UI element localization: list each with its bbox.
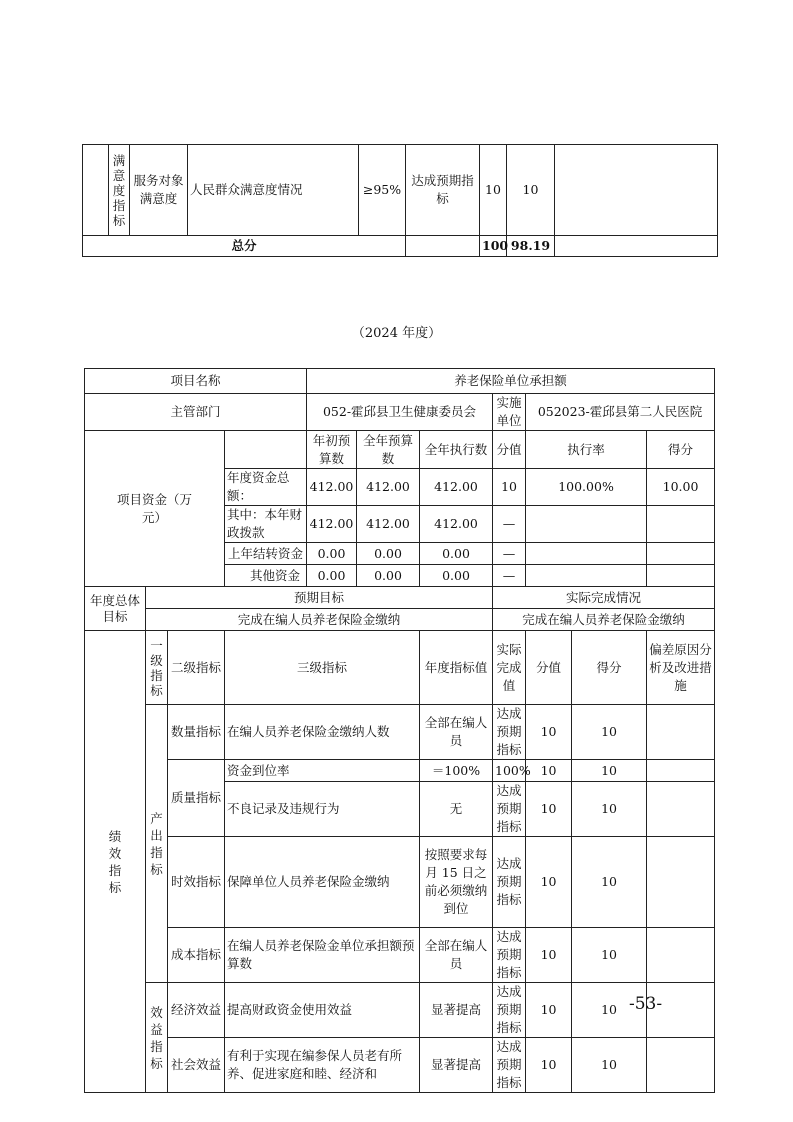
overall-goal-label — [85, 587, 146, 631]
impl: 052023-霍邱县第二人民医院 — [526, 394, 715, 431]
actual-goal: 完成在编人员养老保险金缴纳 — [493, 609, 715, 631]
actual-value: 达成预期指标 — [406, 145, 480, 236]
funds-row-exec: 412.00 — [420, 506, 493, 543]
project-name-label: 项目名称 — [85, 369, 307, 394]
perf-actual: 达成预期指标 — [493, 1038, 526, 1093]
project-name: 养老保险单位承担额 — [307, 369, 715, 394]
perf-header-weight: 分值 — [526, 631, 572, 705]
funds-header-rate: 执行率 — [526, 431, 647, 469]
perf-note — [647, 837, 715, 928]
total-label: 总分 — [83, 236, 406, 257]
funds-row-score — [647, 565, 715, 587]
funds-row-weight: 10 — [493, 469, 526, 506]
actual-goal-label: 实际完成情况 — [493, 587, 715, 609]
expected-goal-label: 预期目标 — [146, 587, 493, 609]
perf-score: 10 — [572, 760, 647, 782]
total-blank — [406, 236, 480, 257]
sub-indicator: 服务对象满意度 — [130, 145, 188, 236]
perf-header-score: 得分 — [572, 631, 647, 705]
funds-header-exec: 全年执行数 — [420, 431, 493, 469]
funds-row-weight: — — [493, 565, 526, 587]
perf-score: 10 — [572, 928, 647, 983]
funds-row-full: 0.00 — [357, 565, 420, 587]
target-value: ≥95% — [359, 145, 406, 236]
total-note — [555, 236, 718, 257]
perf-actual: 达成预期指标 — [493, 928, 526, 983]
funds-row-label: 上年结转资金 — [225, 543, 307, 565]
perf-weight: 10 — [526, 983, 572, 1038]
satisfaction-label: 满意度指标 — [109, 145, 130, 236]
total-score: 98.19 — [507, 236, 555, 257]
funds-row-init: 412.00 — [307, 506, 357, 543]
perf-weight: 10 — [526, 1038, 572, 1093]
funds-row-exec: 412.00 — [420, 469, 493, 506]
perf-actual: 达成预期指标 — [493, 705, 526, 760]
score: 10 — [507, 145, 555, 236]
perf-score: 10 — [572, 837, 647, 928]
perf-weight: 10 — [526, 928, 572, 983]
impl-label: 实施单位 — [493, 394, 526, 431]
perf-l3: 有利于实现在编参保人员老有所养、促进家庭和睦、经济和 — [225, 1038, 420, 1093]
benefit-label: 效益指标 — [146, 983, 168, 1093]
funds-row-rate — [526, 543, 647, 565]
perf-target: ＝100% — [420, 760, 493, 782]
perf-l2: 时效指标 — [168, 837, 225, 928]
perf-score: 10 — [572, 1038, 647, 1093]
funds-row-full: 0.00 — [357, 543, 420, 565]
perf-l3: 在编人员养老保险金单位承担额预算数 — [225, 928, 420, 983]
funds-row-full: 412.00 — [357, 506, 420, 543]
output-label: 产出指标 — [146, 705, 168, 983]
funds-header-weight: 分值 — [493, 431, 526, 469]
perf-weight: 10 — [526, 837, 572, 928]
perf-header-l3: 三级指标 — [225, 631, 420, 705]
indicator: 人民群众满意度情况 — [188, 145, 359, 236]
dept: 052-霍邱县卫生健康委员会 — [307, 394, 493, 431]
perf-target: 显著提高 — [420, 1038, 493, 1093]
page-number: -53- — [629, 994, 663, 1014]
perf-target: 无 — [420, 782, 493, 837]
funds-row-score: 10.00 — [647, 469, 715, 506]
perf-header-actual: 实际完成值 — [493, 631, 526, 705]
perf-l3: 提高财政资金使用效益 — [225, 983, 420, 1038]
funds-row-init: 0.00 — [307, 543, 357, 565]
perf-weight: 10 — [526, 705, 572, 760]
funds-row-weight: — — [493, 543, 526, 565]
perf-l3: 保障单位人员养老保险金缴纳 — [225, 837, 420, 928]
performance-table — [84, 368, 715, 1093]
perf-l3: 资金到位率 — [225, 760, 420, 782]
perf-target: 全部在编人员 — [420, 705, 493, 760]
perf-target: 全部在编人员 — [420, 928, 493, 983]
perf-note — [647, 782, 715, 837]
perf-l2: 数量指标 — [168, 705, 225, 760]
perf-note — [647, 1038, 715, 1093]
year-caption: （2024 年度） — [351, 326, 442, 341]
perf-target: 显著提高 — [420, 983, 493, 1038]
funds-row-label: 年度资金总额： — [225, 469, 307, 506]
total-weight: 100 — [480, 236, 507, 257]
perf-weight: 10 — [526, 782, 572, 837]
weight: 10 — [480, 145, 507, 236]
perf-l2: 社会效益 — [168, 1038, 225, 1093]
perf-score: 10 — [572, 705, 647, 760]
funds-label: 项目资金（万元） — [85, 431, 225, 587]
funds-row-label: 其中：本年财政拨款 — [225, 506, 307, 543]
perf-note — [647, 760, 715, 782]
blank-cell — [83, 145, 109, 236]
dept-label: 主管部门 — [85, 394, 307, 431]
funds-header-blank — [225, 431, 307, 469]
funds-header-full: 全年预算数 — [357, 431, 420, 469]
perf-score: 10 — [572, 782, 647, 837]
funds-row-rate — [526, 506, 647, 543]
funds-header-score: 得分 — [647, 431, 715, 469]
funds-header-init: 年初预算数 — [307, 431, 357, 469]
perf-actual: 100% — [493, 760, 526, 782]
funds-row-init: 0.00 — [307, 565, 357, 587]
overall-goal-text: 年度总体目标 — [89, 592, 140, 624]
note — [555, 145, 718, 236]
perf-header-target: 年度指标值 — [420, 631, 493, 705]
funds-row-score — [647, 543, 715, 565]
funds-row-exec: 0.00 — [420, 565, 493, 587]
perf-actual: 达成预期指标 — [493, 782, 526, 837]
funds-row-rate: 100.00% — [526, 469, 647, 506]
funds-row-rate — [526, 565, 647, 587]
funds-row-weight: — — [493, 506, 526, 543]
top-table — [82, 144, 718, 257]
perf-l2: 经济效益 — [168, 983, 225, 1038]
perf-label: 绩效指标 — [85, 631, 146, 1093]
perf-header-l1: 一级指标 — [146, 631, 168, 705]
funds-row-exec: 0.00 — [420, 543, 493, 565]
perf-header-note: 偏差原因分析及改进措施 — [647, 631, 715, 705]
perf-l3: 不良记录及违规行为 — [225, 782, 420, 837]
perf-actual: 达成预期指标 — [493, 983, 526, 1038]
perf-weight: 10 — [526, 760, 572, 782]
perf-l3: 在编人员养老保险金缴纳人数 — [225, 705, 420, 760]
perf-target: 按照要求每月 15 日之前必须缴纳到位 — [420, 837, 493, 928]
perf-header-l2: 二级指标 — [168, 631, 225, 705]
perf-l2: 质量指标 — [168, 760, 225, 837]
perf-score: 10 — [572, 983, 647, 1038]
funds-row-score — [647, 506, 715, 543]
perf-actual: 达成预期指标 — [493, 837, 526, 928]
funds-row-label: 其他资金 — [225, 565, 307, 587]
perf-l2: 成本指标 — [168, 928, 225, 983]
funds-row-init: 412.00 — [307, 469, 357, 506]
funds-row-full: 412.00 — [357, 469, 420, 506]
expected-goal: 完成在编人员养老保险金缴纳 — [146, 609, 493, 631]
perf-note — [647, 705, 715, 760]
perf-note — [647, 928, 715, 983]
